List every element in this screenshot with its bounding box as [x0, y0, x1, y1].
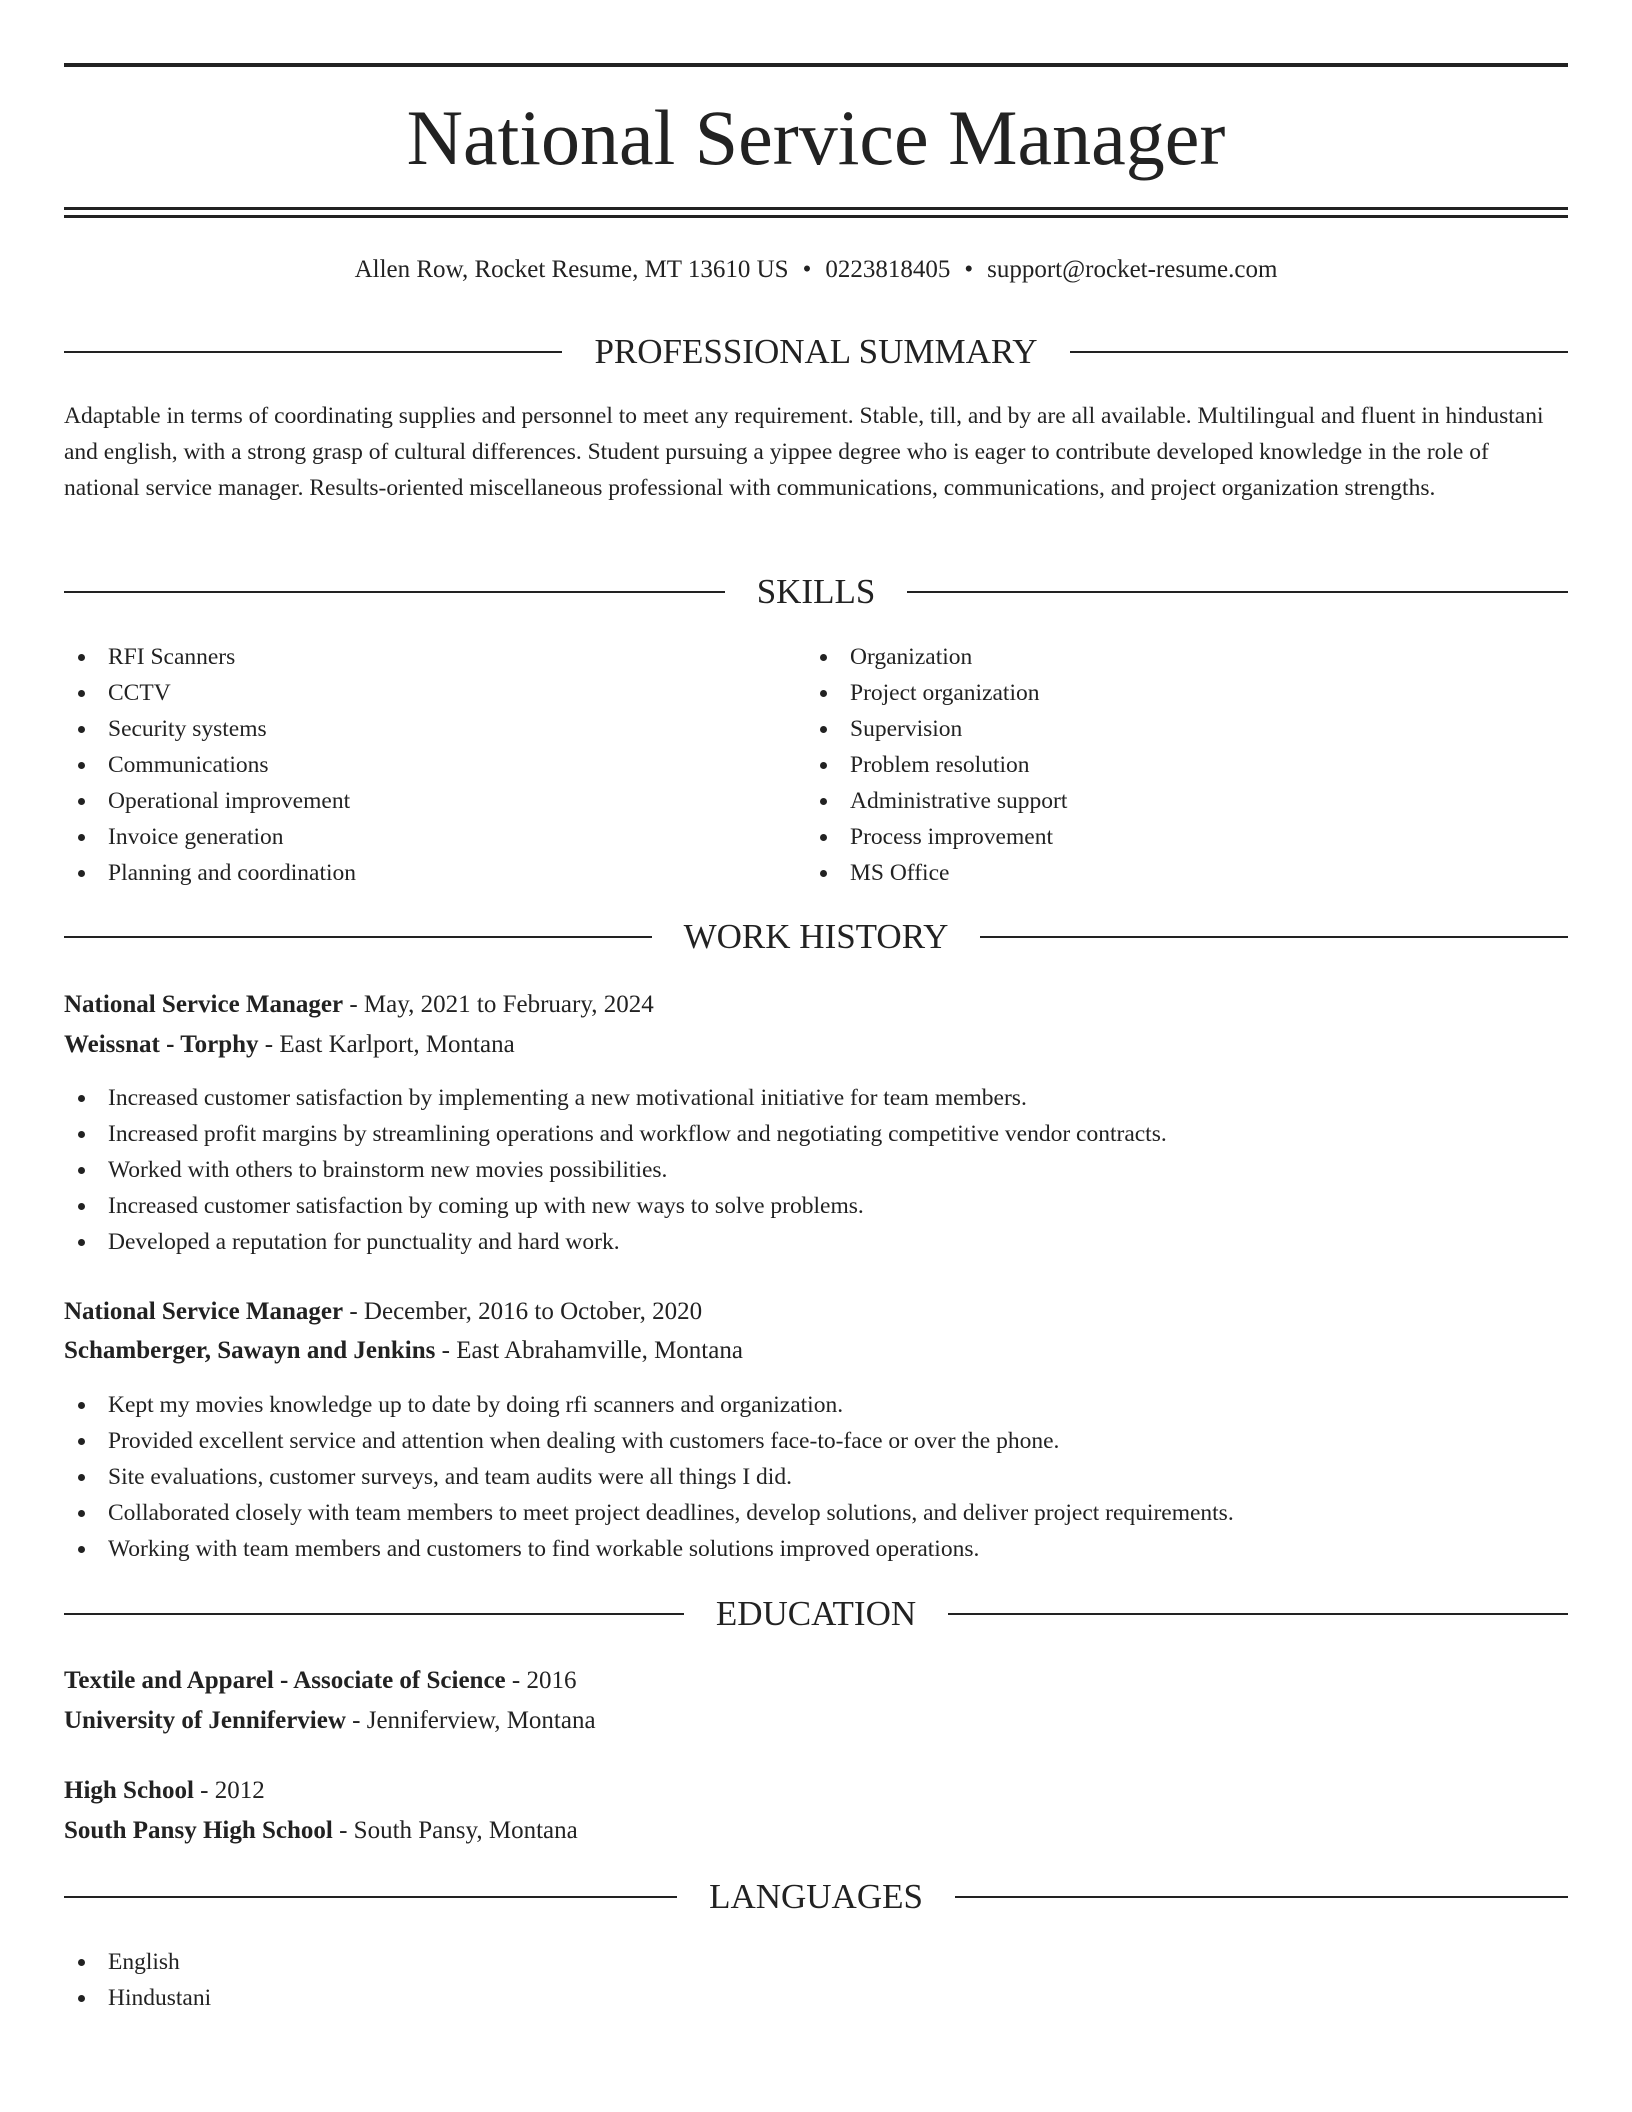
heading-rule — [948, 1613, 1568, 1615]
heading-rule — [1070, 351, 1568, 353]
job-location: - East Abrahamville, Montana — [435, 1337, 743, 1364]
resume-title: National Service Manager — [406, 94, 1226, 181]
skill-item: Problem resolution — [806, 747, 1546, 783]
section-title: PROFESSIONAL SUMMARY — [594, 332, 1038, 371]
section-title: LANGUAGES — [709, 1877, 923, 1916]
job-bullet: Developed a reputation for punctuality and hard work. — [64, 1224, 1568, 1260]
title-double-rule-lower — [64, 215, 1568, 218]
section-heading-work-history — [64, 915, 1568, 959]
job-bullets — [64, 1387, 1568, 1567]
heading-rule — [907, 591, 1568, 593]
job-bullet: Worked with others to brainstorm new movies possibilities. — [64, 1152, 1568, 1188]
language-item: English — [64, 1944, 804, 1980]
section-title: SKILLS — [756, 572, 876, 611]
skill-item: Project organization — [806, 675, 1546, 711]
contact-email: support@rocket-resume.com — [987, 256, 1278, 283]
heading-rule — [64, 351, 562, 353]
heading-rule — [64, 591, 725, 593]
summary-text: Adaptable in terms of coordinating supplies and personnel to meet any requirement. Stable, till, and by are all available. Multilingual and fluent in hindustani and english, with a strong grasp of cultural differences. Student pursuing a yippee degree who is eager to contribute developed knowledge in the role of national service manager. Results-oriented miscellaneous professional with communications, communications, and project organization strengths. — [64, 403, 1544, 501]
language-item: Hindustani — [64, 1980, 804, 2016]
section-heading-languages — [64, 1875, 1568, 1919]
education-school-line — [64, 1813, 578, 1849]
skills-list-left — [64, 639, 804, 891]
section-heading-education — [64, 1592, 1568, 1636]
skill-item: Operational improvement — [64, 783, 804, 819]
heading-rule — [64, 936, 652, 938]
skill-item: CCTV — [64, 675, 804, 711]
section-heading-skills — [64, 570, 1568, 614]
job-title-line — [64, 1294, 702, 1330]
skill-item: Security systems — [64, 711, 804, 747]
job-company-line — [64, 1333, 743, 1369]
education-school: South Pansy High School — [64, 1817, 333, 1844]
job-location: - East Karlport, Montana — [258, 1031, 515, 1058]
education-degree-line — [64, 1773, 265, 1809]
skill-item: Communications — [64, 747, 804, 783]
job-bullet: Collaborated closely with team members to meet project deadlines, develop solutions, and deliver project requirements. — [64, 1495, 1568, 1531]
job-bullet: Increased profit margins by streamlining operations and workflow and negotiating competitive vendor contracts. — [64, 1116, 1568, 1152]
job-dates: - May, 2021 to February, 2024 — [343, 991, 654, 1018]
languages-list — [64, 1944, 804, 2016]
contact-separator: • — [964, 256, 974, 283]
contact-separator: • — [802, 256, 812, 283]
education-location: - Jenniferview, Montana — [345, 1707, 596, 1734]
contact-address: Allen Row, Rocket Resume, MT 13610 US — [354, 256, 789, 283]
section-title: EDUCATION — [715, 1594, 917, 1633]
skill-item: Supervision — [806, 711, 1546, 747]
job-bullet: Increased customer satisfaction by implementing a new motivational initiative for team members. — [64, 1080, 1568, 1116]
skill-item: Organization — [806, 639, 1546, 675]
contact-phone: 0223818405 — [825, 256, 951, 283]
job-company: Weissnat - Torphy — [64, 1031, 259, 1058]
heading-rule — [64, 1613, 684, 1615]
skill-item: Invoice generation — [64, 819, 804, 855]
education-year: - 2016 — [505, 1667, 577, 1694]
heading-rule — [980, 936, 1568, 938]
job-title: National Service Manager — [64, 1298, 344, 1325]
skill-item: Planning and coordination — [64, 855, 804, 891]
education-degree: Textile and Apparel - Associate of Science — [64, 1667, 506, 1694]
job-bullets — [64, 1080, 1568, 1260]
contact-line — [64, 254, 1568, 286]
heading-rule — [64, 1896, 677, 1898]
job-dates: - December, 2016 to October, 2020 — [343, 1298, 703, 1325]
skill-item: Process improvement — [806, 819, 1546, 855]
skill-item: RFI Scanners — [64, 639, 804, 675]
job-bullet: Kept my movies knowledge up to date by doing rfi scanners and organization. — [64, 1387, 1568, 1423]
education-school-line — [64, 1703, 596, 1739]
education-degree-line — [64, 1663, 576, 1699]
skills-list-right — [806, 639, 1546, 891]
job-bullet: Provided excellent service and attention when dealing with customers face-to-face or over the phone. — [64, 1423, 1568, 1459]
job-title: National Service Manager — [64, 991, 344, 1018]
top-rule — [64, 63, 1568, 67]
section-title: WORK HISTORY — [683, 917, 949, 956]
education-degree: High School — [64, 1777, 194, 1804]
job-company-line — [64, 1027, 515, 1063]
title-double-rule-upper — [64, 207, 1568, 210]
education-year: - 2012 — [193, 1777, 265, 1804]
job-company: Schamberger, Sawayn and Jenkins — [64, 1337, 436, 1364]
heading-rule — [955, 1896, 1568, 1898]
education-school: University of Jenniferview — [64, 1707, 346, 1734]
job-bullet: Working with team members and customers to find workable solutions improved operations. — [64, 1531, 1568, 1567]
section-heading-summary — [64, 330, 1568, 374]
job-bullet: Increased customer satisfaction by coming up with new ways to solve problems. — [64, 1188, 1568, 1224]
skill-item: Administrative support — [806, 783, 1546, 819]
skill-item: MS Office — [806, 855, 1546, 891]
job-title-line — [64, 987, 654, 1023]
job-bullet: Site evaluations, customer surveys, and team audits were all things I did. — [64, 1459, 1568, 1495]
education-location: - South Pansy, Montana — [332, 1817, 578, 1844]
